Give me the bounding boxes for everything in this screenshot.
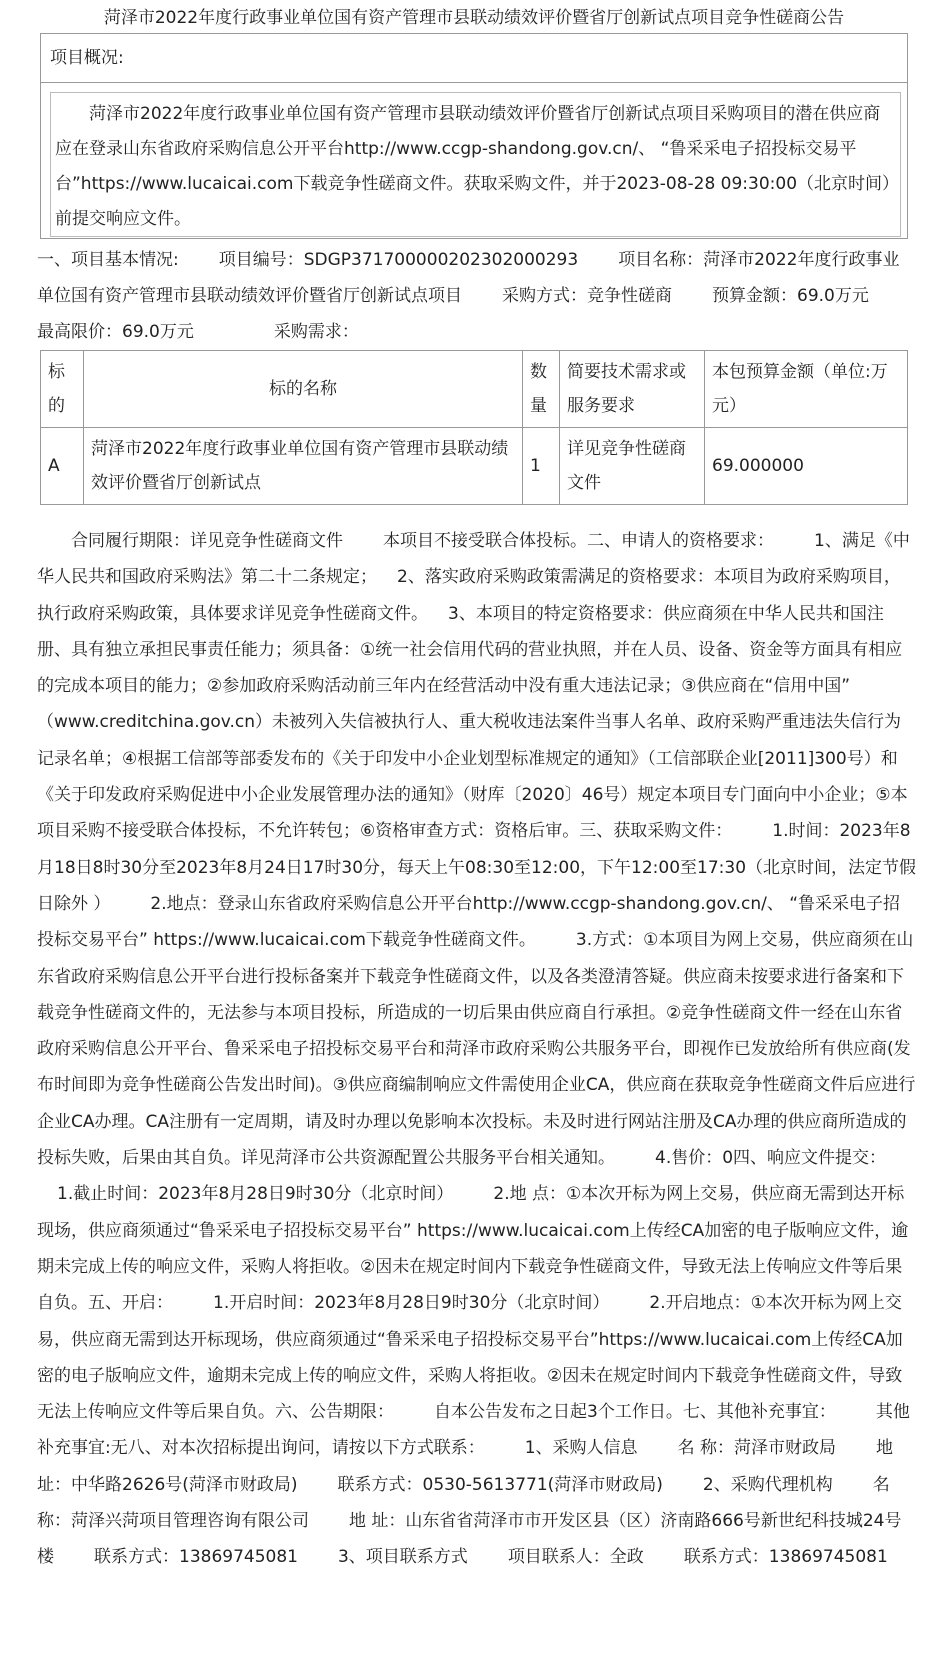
project-contact-person: 项目联系人：全政 (507, 1547, 644, 1568)
table-header-cell: 标的 (41, 351, 84, 428)
agency-address: 地 址：山东省省菏泽市市开发区县（区）济南路666号新世纪科技城24号楼 (37, 1511, 902, 1568)
obtain-place: 2.地点：登录山东省政府采购信息公开平台http://www.ccgp-shandong.gov.cn/、 “鲁采采电子招投标交易平台” https://www.lucaicai.com下载竞争性磋商文件。 (37, 893, 901, 951)
table-header-cell: 简要技术需求或服务要求 (560, 351, 705, 428)
price-and-submission: 4.售价：0四、响应文件提交： (655, 1148, 887, 1169)
qualification-3: 3、本项目的特定资格要求：供应商须在中华人民共和国注册、具有独立承担民事责任能力；须具备：①统一社会信用代码的营业执照，并在人员、设备、资金等方面具有相应的完成本项目的能力；②参加政府采购活动前三年内在经营活动中没有重大违法记录；③供应商在“信用中国” （www.creditchina.gov.cn）未被列入失信被执行人、重大税收违法案件当事人名单、政府采购严重违法失信行为记录名单；④根据工信部等部委发布的《关于印发中小企业划型标准规定的通知》（工信部联企业[2011]300号）和《关于印发政府采购促进中小企业发展管理办法的通知》（财库〔2020〕46号）规定本项目专门面向中小企业；⑤本项目采购不接受联合体投标，不允许转包；⑥资格审查方式：资格后审。三、获取采购文件： (37, 603, 908, 842)
table-header-cell: 标的名称 (84, 351, 523, 428)
other-matters: 其他补充事宜:无八、对本次招标提出询问，请按以下方式联系： (37, 1402, 910, 1459)
requirements-table (40, 350, 908, 505)
overview-body: 菏泽市2022年度行政事业单位国有资产管理市县联动绩效评价暨省厅创新试点项目采购项目的潜在供应商应在登录山东省政府采购信息公开平台http://www.ccgp-shandong.gov.cn/、 “鲁采采电子招投标交易平台”https://www.lucaicai.com下载竞争性磋商文件。获取采购文件，并于2023-08-28 09:30:00（北京时间）前提交响应文件。 (50, 92, 901, 237)
page-title: 菏泽市2022年度行政事业单位国有资产管理市县联动绩效评价暨省厅创新试点项目竞争性磋商公告 (103, 8, 845, 28)
purchaser-name: 名 称：菏泽市财政局 (677, 1438, 836, 1459)
table-cell: 69.000000 (705, 428, 908, 505)
table-cell: 菏泽市2022年度行政事业单位国有资产管理市县联动绩效评价暨省厅创新试点 (84, 428, 523, 505)
project-overview-box (40, 33, 908, 239)
table-cell: A (41, 428, 84, 505)
project-contact-phone: 联系方式：13869745081 (683, 1547, 888, 1568)
table-cell: 1 (523, 428, 560, 505)
qualification-2: 2、落实政府采购政策需满足的资格要求：本项目为政府采购项目，执行政府采购政策，具体要求详见竞争性磋商文件。 (37, 567, 901, 624)
max-price: 最高限价：69.0万元 (37, 322, 194, 342)
table-header-row (41, 351, 908, 428)
submission-place: 2.地 点：①本次开标为网上交易，供应商无需到达开标现场，供应商须通过“鲁采采电子招投标交易平台” https://www.lucaicai.com上传经CA加密的电子版响应文件，逾期未完成上传的响应文件，采购人将拒收。②因未在规定时间内下载竞争性磋商文件，导致无法上传响应文件等后果自负。五、开启： (37, 1184, 909, 1314)
obtain-method: 3.方式：①本项目为网上交易，供应商须在山东省政府采购信息公开平台进行投标备案并下载竞争性磋商文件，以及各类澄清答疑。供应商未按要求进行备案和下载竞争性磋商文件的，无法参与本项目投标，所造成的一切后果由供应商自行承担。②竞争性磋商文件一经在山东省政府采购信息公开平台、鲁采采电子招投标交易平台和菏泽市政府采购公共服务平台，即视作已发放给所有供应商(发布时间即为竞争性磋商公告发出时间)。③供应商编制响应文件需使用企业CA，供应商在获取竞争性磋商文件后应进行企业CA办理。CA注册有一定周期，请及时办理以免影响本次投标。未及时进行网站注册及CA办理的供应商所造成的投标失败，后果由其自负。详见菏泽市公共资源配置公共服务平台相关通知。 (37, 930, 916, 1169)
table-header-cell: 本包预算金额（单位:万元） (705, 351, 908, 428)
procurement-demand-label: 采购需求： (273, 322, 359, 342)
project-contact-heading: 3、项目联系方式 (337, 1547, 468, 1568)
procurement-method: 采购方式：竞争性磋商 (502, 286, 672, 306)
table-cell: 详见竞争性磋商文件 (560, 428, 705, 505)
table-header-cell: 数量 (523, 351, 560, 428)
opening-time: 1.开启时间：2023年8月28日9时30分（北京时间） (213, 1293, 610, 1314)
no-consortium: 本项目不接受联合体投标。二、申请人的资格要求： (383, 531, 774, 551)
project-number: 项目编号：SDGP371700000202302000293 (218, 250, 579, 270)
purchaser-contact: 联系方式：0530-5613771(菏泽市财政局) (337, 1474, 663, 1495)
purchaser-address: 地 址：中华路2626号(菏泽市财政局) (37, 1438, 893, 1495)
obtain-time: 1.时间：2023年8月18日8时30分至2023年8月24日17时30分，每天上午08:30至12:00，下午12:00至17:30（北京时间，法定节假日除外 ） (37, 821, 917, 914)
project-name: 项目名称：菏泽市2022年度行政事业单位国有资产管理市县联动绩效评价暨省厅创新试点项目 (37, 250, 900, 306)
overview-heading: 项目概况: (41, 34, 907, 83)
agency-heading: 2、采购代理机构 (702, 1474, 833, 1495)
notice-period: 自本公告发布之日起3个工作日。七、其他补充事宜： (434, 1402, 836, 1423)
qualification-1: 1、满足《中华人民共和国政府采购法》第二十二条规定； (37, 531, 910, 588)
contract-period: 合同履行期限：详见竞争性磋商文件 (71, 531, 343, 551)
agency-name: 名 称：菏泽兴菏项目管理咨询有限公司 (37, 1474, 890, 1532)
notice-body (37, 523, 917, 1576)
basic-info (37, 242, 913, 350)
table-row (41, 428, 908, 505)
opening-place: 2.开启地点：①本次开标为网上交易，供应商无需到达开标现场，供应商须通过“鲁采采电子招投标交易平台”https://www.lucaicai.com上传经CA加密的电子版响应文件，逾期未完成上传的响应文件，采购人将拒收。②因未在规定时间内下载竞争性磋商文件，导致无法上传响应文件等后果自负。六、公告期限： (37, 1293, 903, 1423)
deadline: 1.截止时间：2023年8月28日9时30分（北京时间） (57, 1184, 454, 1205)
budget-amount: 预算金额：69.0万元 (712, 286, 869, 306)
agency-contact: 联系方式：13869745081 (94, 1547, 298, 1568)
basic-section-heading: 一、项目基本情况: (37, 250, 179, 270)
purchaser-info-heading: 1、采购人信息 (524, 1438, 638, 1459)
